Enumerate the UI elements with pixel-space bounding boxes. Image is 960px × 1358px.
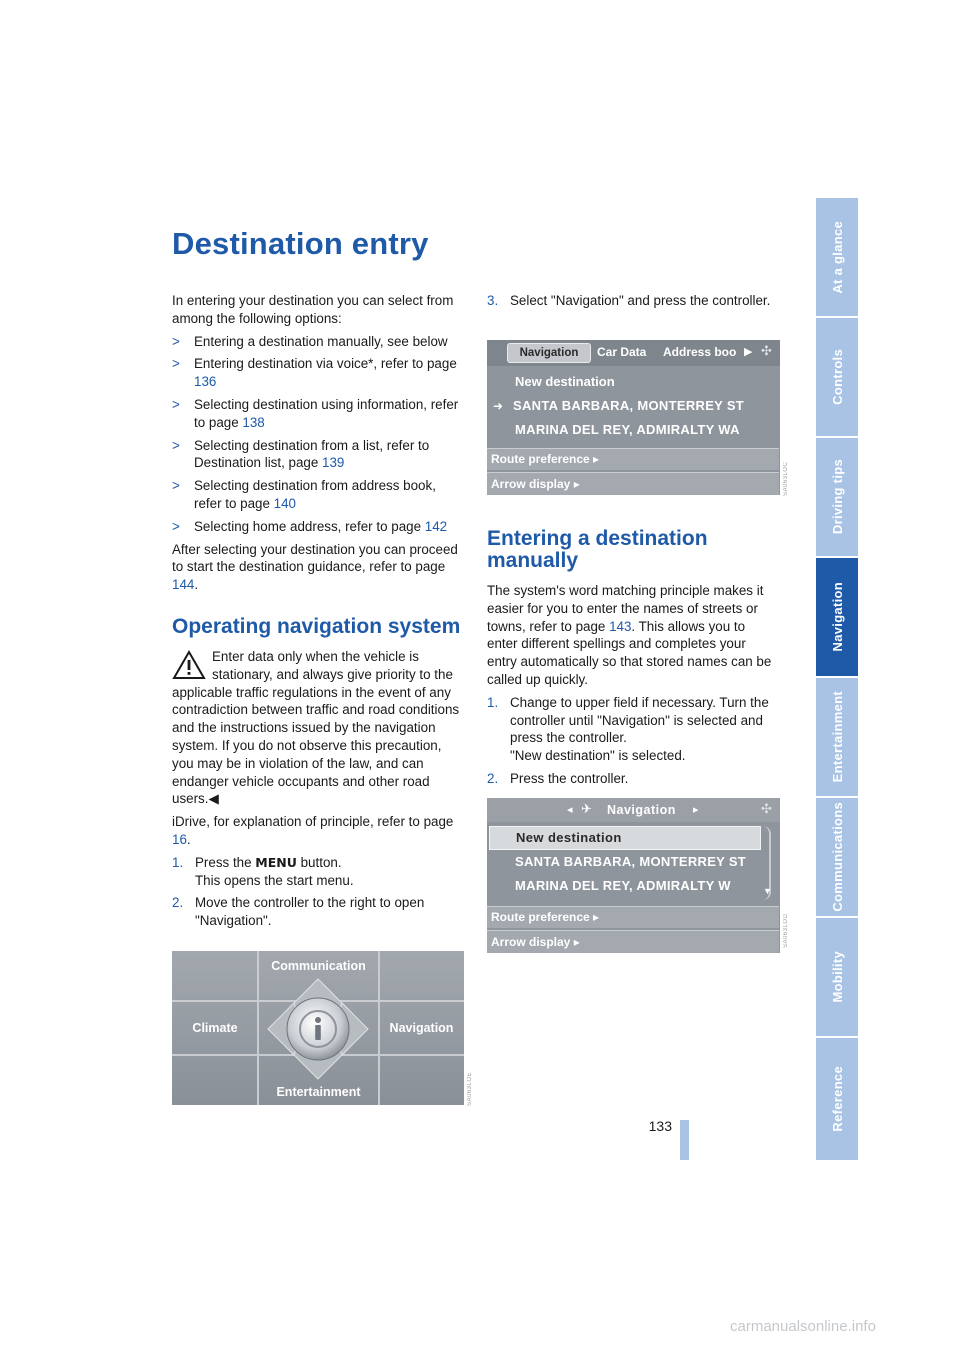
idrive-paragraph: iDrive, for explanation of principle, refer to page 16. [172, 814, 454, 847]
tab-controls[interactable]: Controls [816, 318, 858, 438]
info-icon [297, 1008, 339, 1050]
bullet-marker: > [172, 518, 180, 534]
list-item: > Entering destination via voice*, refer to page 136 [172, 356, 457, 390]
new-destination-screenshot [487, 798, 780, 953]
bullet-marker: > [172, 437, 180, 453]
chevron-right-icon: ▸ [593, 452, 600, 466]
chevron-right-icon: ▸ [593, 910, 600, 924]
tab-reference[interactable]: Reference [816, 1038, 858, 1160]
list-item: > Selecting destination using information, refer to page 138 [172, 396, 459, 430]
header-chevron-right-icon: ▸ [693, 804, 699, 816]
after-select-paragraph: After selecting your destination you can proceed to start the destination guidance, refer to page 144. [172, 541, 458, 593]
menu-item-new-destination[interactable]: New destination [515, 374, 615, 389]
image-code: SA063LOC [783, 461, 789, 496]
page-link-16[interactable]: 16 [172, 831, 187, 847]
bullet-marker: > [172, 478, 180, 494]
list-item: > Selecting destination from address book, refer to page 140 [172, 478, 436, 511]
bullet-marker: > [172, 396, 180, 412]
tab-driving-tips[interactable]: Driving tips [816, 438, 858, 558]
navigation-menu-screenshot [487, 340, 780, 495]
page-link-140[interactable]: 140 [273, 495, 296, 511]
section-heading-operating: Operating navigation system [172, 614, 461, 638]
manual-step-1: 1. Change to upper field if necessary. Turn the controller until "Navigation" is selected and press the controller. "New destination" is selected. [487, 694, 769, 764]
page-title: Destination entry [172, 226, 429, 261]
image-code: SA063LOD [783, 913, 789, 948]
scroll-down-icon: ▼ [763, 886, 772, 896]
warning-triangle-icon [172, 650, 206, 680]
route-arrow-icon: ➜ [493, 399, 504, 413]
start-menu-communication[interactable]: Communication [271, 959, 366, 973]
chevron-right-icon: ▸ [573, 477, 580, 491]
image-code: SA063LOE [467, 1071, 473, 1106]
start-menu-climate[interactable]: Climate [192, 1021, 238, 1035]
list-item: > Selecting home address, refer to page 142 [172, 518, 448, 534]
menu-item-new-destination-selected[interactable]: New destination [489, 826, 761, 850]
tab-communications[interactable]: Communications [816, 798, 858, 918]
arrow-display-button[interactable]: Arrow display ▸ [487, 472, 779, 495]
step-2: 2. Move the controller to the right to open "Navigation". [172, 895, 425, 929]
tab-mobility[interactable]: Mobility [816, 918, 858, 1038]
start-menu-screenshot [172, 951, 464, 1105]
warning-text: Enter data only when the vehicle is stationary, and always give priority to the applicable traffic regulations in the event of any contradiction between traffic and road conditions and the instructions issued by the navigation system. If you do not observe this precaution, you may be in violation of the law, and can endanger vehicle occupants and other road users. [172, 648, 460, 807]
tab-navigation[interactable]: Navigation [816, 558, 858, 678]
arrow-display-button[interactable]: Arrow display ▸ [487, 930, 779, 953]
route-preference-button[interactable]: Route preference ▸ [487, 448, 779, 470]
bullet-marker: > [172, 356, 180, 372]
page-link-142[interactable]: 142 [424, 518, 448, 534]
right-column [487, 292, 779, 315]
list-item: > Selecting destination from a list, refer to Destination list, page 139 [172, 437, 430, 471]
menu-button-label: MENU [255, 854, 297, 870]
section-heading-manual: Entering a destination manually [487, 527, 708, 572]
tab-entertainment[interactable]: Entertainment [816, 678, 858, 798]
nav-tab-navigation[interactable]: Navigation [507, 343, 591, 363]
step-1: 1. Press the MENU button. This opens the start menu. [172, 854, 354, 888]
page-number: 133 [648, 1118, 672, 1134]
chapter-tab-bar [816, 198, 858, 1160]
bullet-marker: > [172, 333, 180, 349]
tab-arrow-right-icon: ▶ [744, 346, 753, 358]
page-link-144[interactable]: 144 [172, 577, 195, 593]
left-column [172, 292, 464, 935]
warning-block [172, 648, 464, 808]
menu-item-marina-del-rey[interactable]: MARINA DEL REY, ADMIRALTY W [515, 878, 731, 893]
header-navigation: Navigation [607, 803, 676, 817]
rotate-icon: ✣ [761, 343, 772, 358]
page-link-143[interactable]: 143 [609, 618, 632, 634]
menu-item-santa-barbara[interactable]: SANTA BARBARA, MONTERREY ST [513, 398, 745, 413]
end-marker: ◀ [208, 791, 219, 807]
rotate-icon: ✣ [761, 801, 772, 816]
manual-step-2: 2. Press the controller. [487, 770, 629, 786]
header-chevron-left-icon: ◂ [567, 804, 573, 816]
manual-entry-section [487, 528, 779, 793]
list-item: > Entering a destination manually, see below [172, 333, 448, 349]
route-preference-button[interactable]: Route preference ▸ [487, 906, 779, 928]
step-3: 3. Select "Navigation" and press the controller. [487, 293, 771, 308]
menu-item-marina-del-rey[interactable]: MARINA DEL REY, ADMIRALTY WA [515, 422, 740, 437]
map-pin-icon: ✈ [581, 801, 592, 816]
page-number-bar [680, 1120, 689, 1160]
manual-body: The system's word matching principle makes it easier for you to enter the names of streets or towns, refer to page 143. This allows you to enter different spellings and completes your entry automatically so that stored names can be called up quickly. [487, 583, 772, 687]
menu-item-santa-barbara[interactable]: SANTA BARBARA, MONTERREY ST [515, 854, 747, 869]
nav-tab-car-data[interactable]: Car Data [597, 345, 647, 359]
start-menu-navigation[interactable]: Navigation [389, 1021, 454, 1035]
page-link-136[interactable]: 136 [194, 374, 217, 390]
start-menu-entertainment[interactable]: Entertainment [276, 1085, 361, 1099]
options-list [172, 333, 464, 536]
nav-tab-address-book[interactable]: Address boo [663, 345, 737, 359]
intro-paragraph: In entering your destination you can select from among the following options: [172, 293, 454, 326]
page-link-138[interactable]: 138 [242, 414, 265, 430]
chevron-right-icon: ▸ [573, 935, 580, 949]
tab-at-a-glance[interactable]: At a glance [816, 198, 858, 318]
watermark: carmanualsonline.info [730, 1318, 876, 1335]
page-link-139[interactable]: 139 [322, 455, 345, 471]
